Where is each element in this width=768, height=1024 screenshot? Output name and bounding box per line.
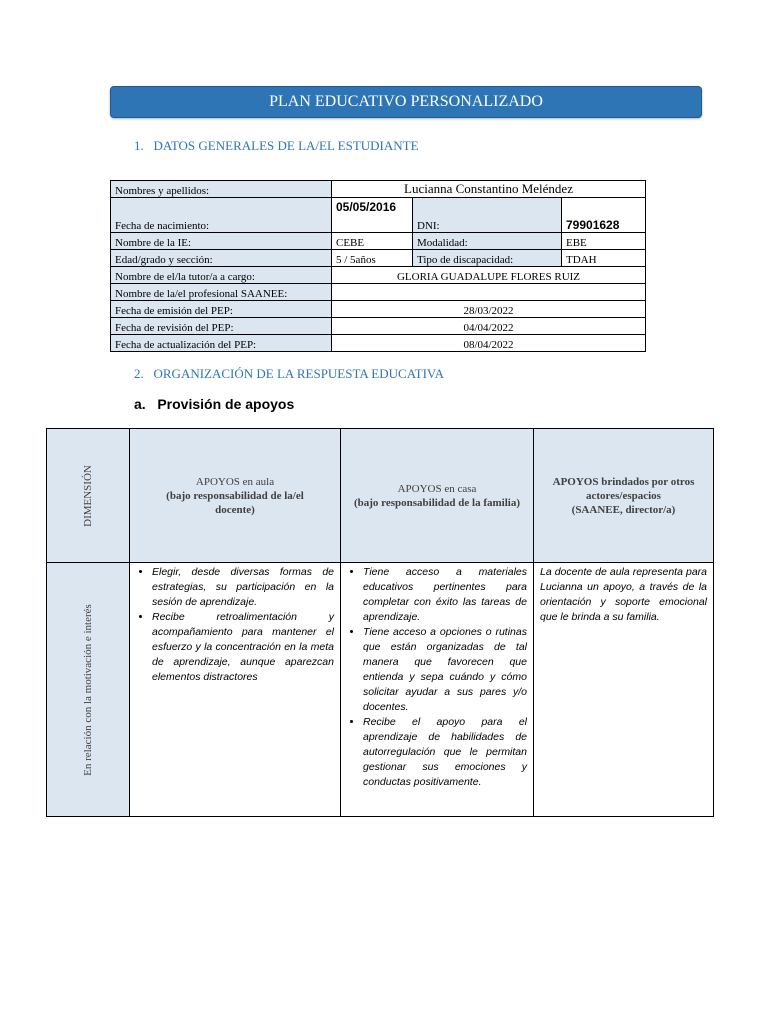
casa-supports xyxy=(341,563,534,817)
casa-header-title: APOYOS en casa xyxy=(397,482,477,495)
table-row xyxy=(111,335,646,352)
age-grade-value: 5 / 5años xyxy=(332,250,413,267)
table-row xyxy=(111,198,646,233)
table-row xyxy=(111,250,646,267)
ie-label: Nombre de la IE: xyxy=(111,233,332,250)
aula-header xyxy=(130,429,341,563)
otros-supports xyxy=(534,563,714,817)
section-2-heading: 2. ORGANIZACIÓN DE LA RESPUESTA EDUCATIVA xyxy=(134,366,445,381)
modalidad-label: Modalidad: xyxy=(413,233,562,250)
update-date-label: Fecha de actualización del PEP: xyxy=(111,335,332,352)
dimension-row-cell xyxy=(47,563,130,817)
disability-value: TDAH xyxy=(562,250,646,267)
otros-header xyxy=(534,429,714,563)
table-row xyxy=(111,284,646,301)
birthdate-value: 05/05/2016 xyxy=(332,198,413,233)
dni-label: DNI: xyxy=(413,198,562,233)
update-date-value: 08/04/2022 xyxy=(332,335,646,352)
table-row xyxy=(111,181,646,198)
table-row xyxy=(111,301,646,318)
list-item: • Tiene acceso a materiales educativos pertinentes para completar con éxito las tareas de aprendizaje. xyxy=(363,565,527,625)
list-item: • Tiene acceso a opciones o rutinas que están organizadas de tal manera que favorecen que entienda y sepa cuándo y cómo solicitar ayudar a sus pares y/o docentes. xyxy=(363,625,527,715)
aula-supports xyxy=(130,563,341,817)
revision-date-value: 04/04/2022 xyxy=(332,318,646,335)
modalidad-value: EBE xyxy=(562,233,646,250)
dni-value: 79901628 xyxy=(562,198,646,233)
table-row xyxy=(47,563,714,817)
emission-date-value: 28/03/2022 xyxy=(332,301,646,318)
ie-value: CEBE xyxy=(332,233,413,250)
otros-supports-text: La docente de aula representa para Lucianna un apoyo, a través de la orientación y soporte emocional que le brinda a su familia. xyxy=(540,566,707,623)
dimension-row-label: En relación con la motivación e interés xyxy=(82,603,94,776)
age-grade-label: Edad/grado y sección: xyxy=(111,250,332,267)
table-row xyxy=(111,267,646,284)
student-data-table xyxy=(110,180,646,352)
names-value: Lucianna Constantino Meléndez xyxy=(332,181,646,198)
support-table xyxy=(46,428,714,817)
saanee-label: Nombre de la/el profesional SAANEE: xyxy=(111,284,332,301)
section-1-heading: 1. DATOS GENERALES DE LA/EL ESTUDIANTE xyxy=(134,138,419,153)
table-row xyxy=(111,318,646,335)
saanee-value xyxy=(332,284,646,301)
revision-date-label: Fecha de revisión del PEP: xyxy=(111,318,332,335)
disability-label: Tipo de discapacidad: xyxy=(413,250,562,267)
aula-header-title: APOYOS en aula xyxy=(195,475,275,488)
birthdate-label: Fecha de nacimiento: xyxy=(111,198,332,233)
names-label: Nombres y apellidos: xyxy=(111,181,332,198)
dimension-header-cell xyxy=(47,429,130,563)
casa-header-subtitle: (bajo responsabilidad de la familia) xyxy=(353,496,521,509)
dimension-header: DIMENSIÓN xyxy=(82,464,94,527)
subsection-heading: a. Provisión de apoyos xyxy=(134,396,295,412)
casa-header xyxy=(341,429,534,563)
document-title: PLAN EDUCATIVO PERSONALIZADO xyxy=(110,86,702,118)
list-item: • Elegir, desde diversas formas de estrategias, su participación en la sesión de aprendizaje. xyxy=(152,565,334,610)
table-row xyxy=(111,233,646,250)
list-item: • Recibe retroalimentación y acompañamiento para mantener el esfuerzo y la concentración en la meta de aprendizaje, aunque aparezcan elementos distractores xyxy=(152,610,334,685)
tutor-label: Nombre de el/la tutor/a a cargo: xyxy=(111,267,332,284)
table-header-row xyxy=(47,429,714,563)
tutor-value: GLORIA GUADALUPE FLORES RUIZ xyxy=(332,267,646,284)
emission-date-label: Fecha de emisión del PEP: xyxy=(111,301,332,318)
otros-header-title: APOYOS brindados por otros actores/espacios xyxy=(552,475,695,502)
otros-header-subtitle: (SAANEE, director/a) xyxy=(571,503,676,516)
list-item: • Recibe el apoyo para el aprendizaje de habilidades de autorregulación que le permitan gestionar sus emociones y conductas positivamente. xyxy=(363,715,527,790)
aula-header-subtitle: (bajo responsabilidad de la/el docente) xyxy=(166,489,304,516)
